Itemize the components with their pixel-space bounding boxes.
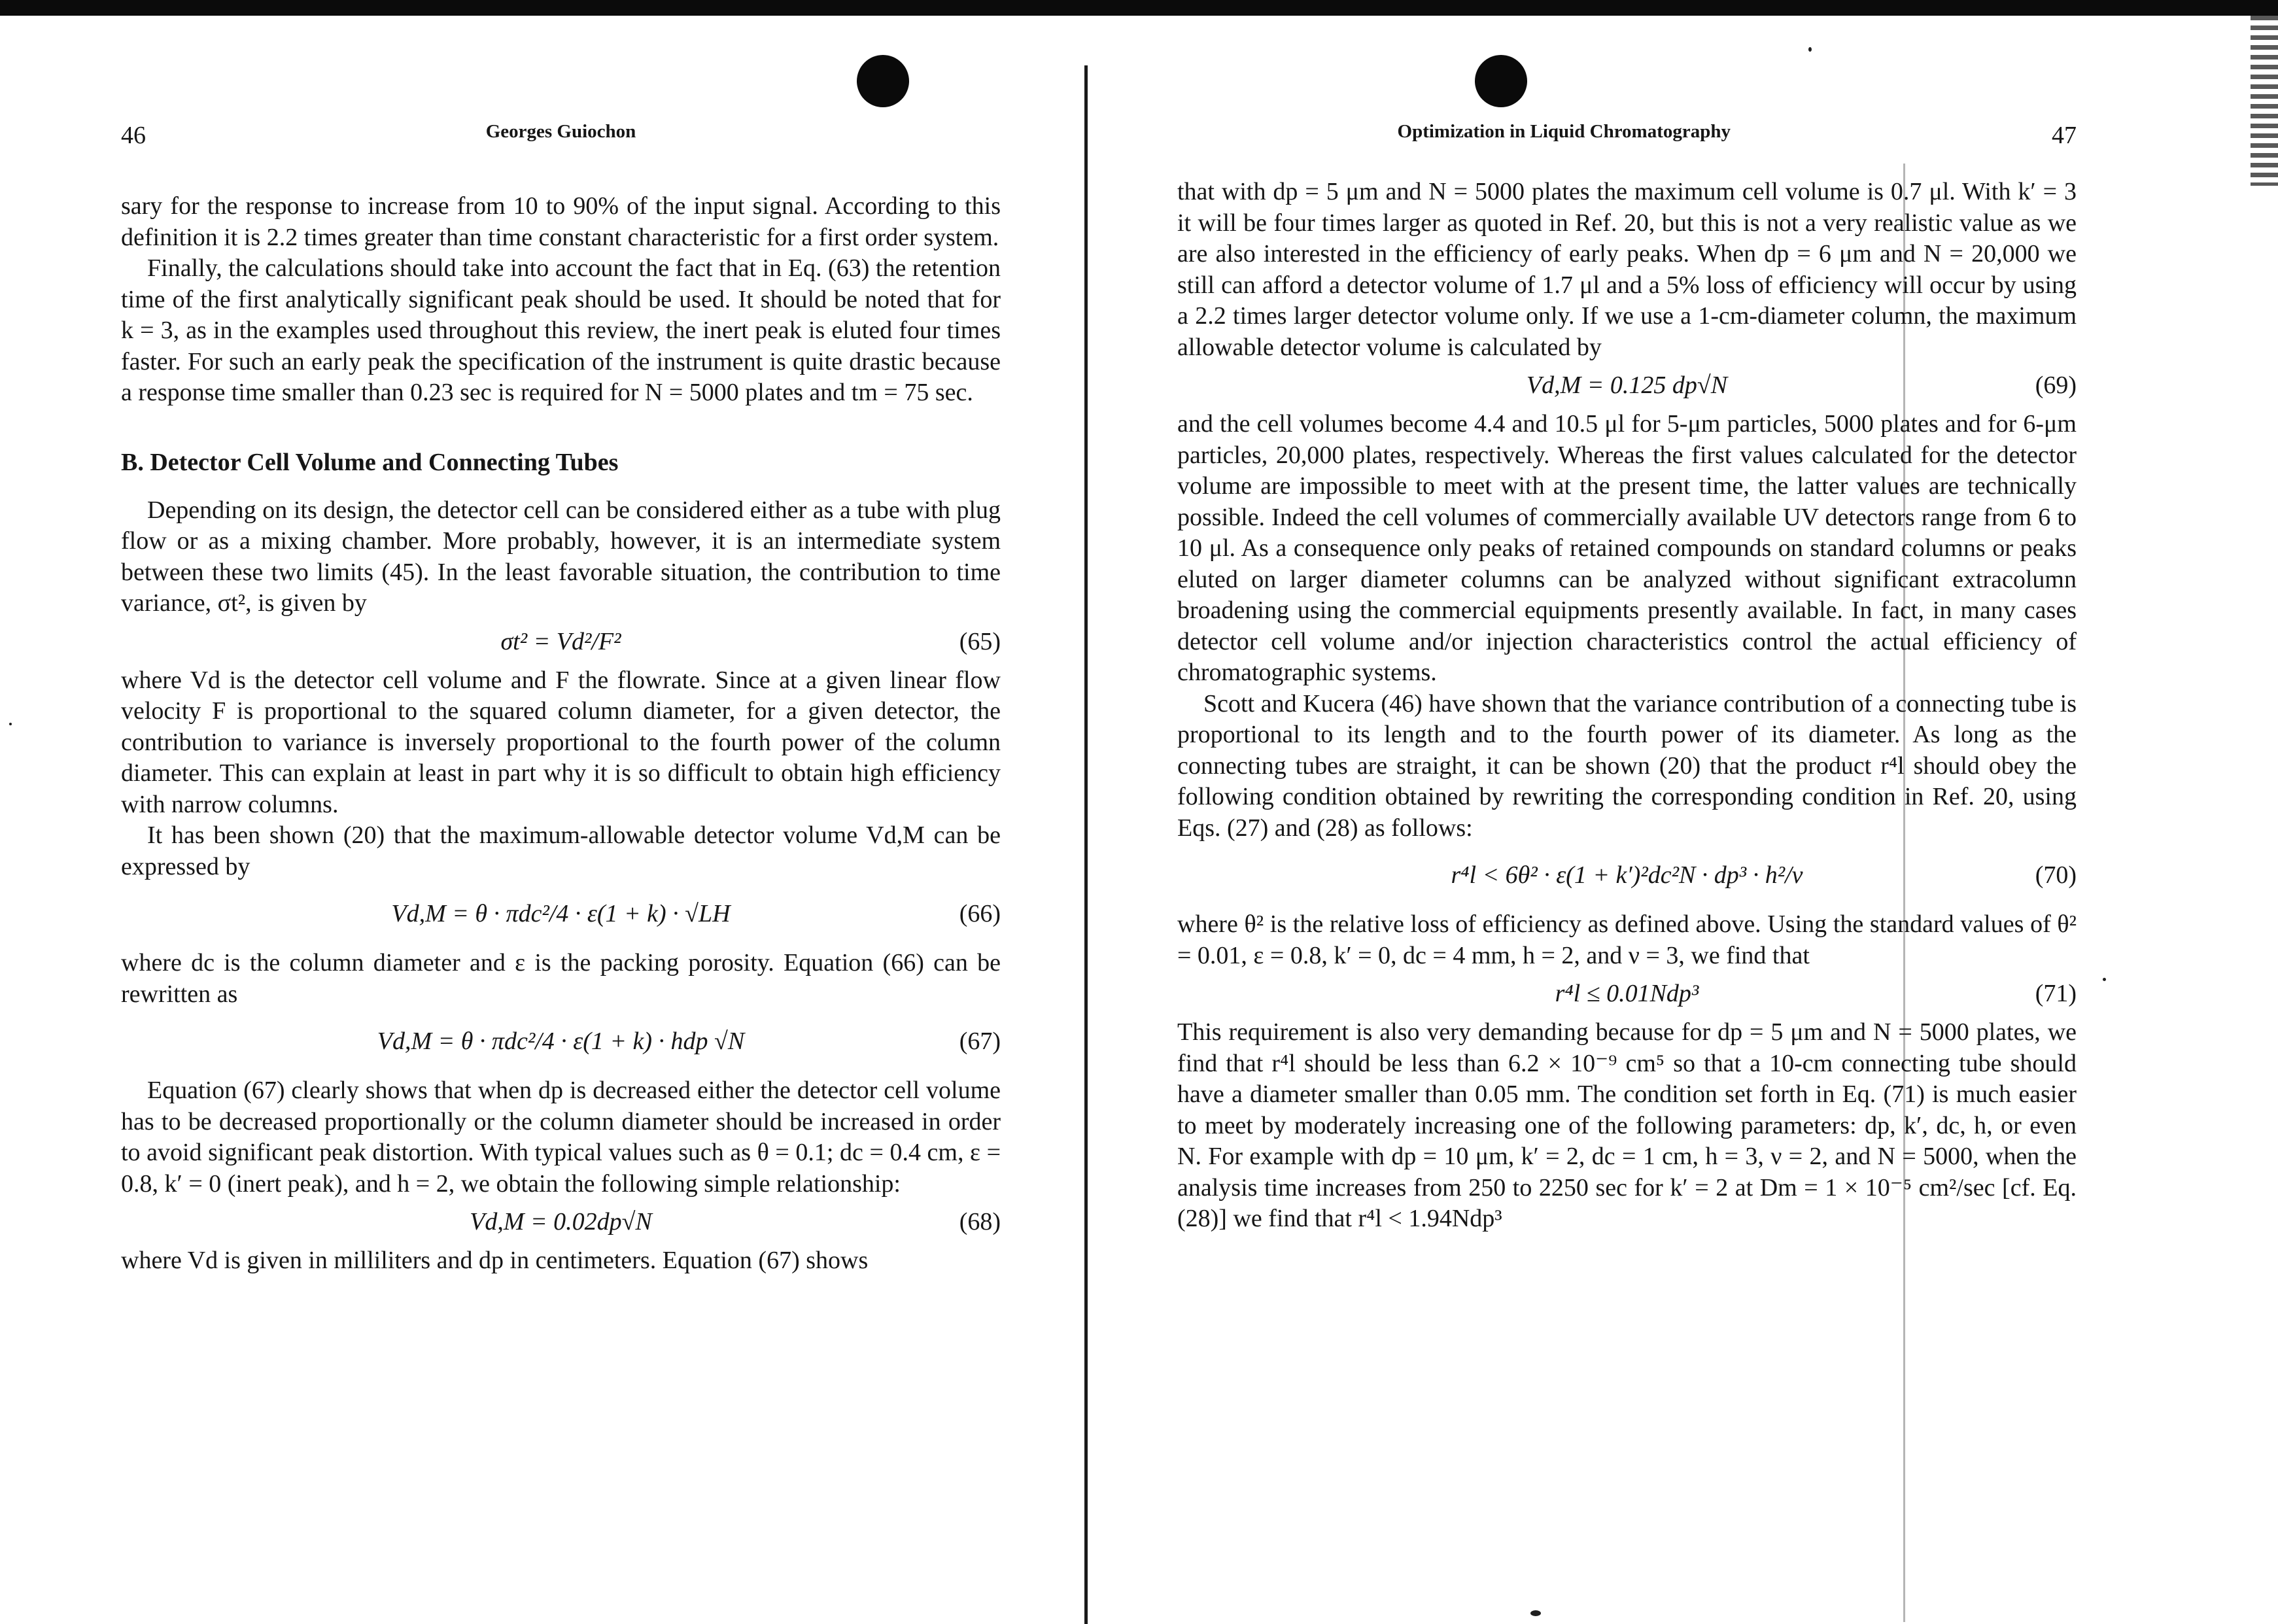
section-heading: B. Detector Cell Volume and Connecting Tubes	[121, 448, 619, 476]
paragraph: where dc is the column diameter and ε is the packing porosity. Equation (66) can be rewritten as	[121, 949, 1001, 1008]
book-gutter	[1084, 65, 1088, 1624]
right-page-header	[1177, 121, 2077, 160]
left-page-header	[121, 121, 1001, 160]
paragraph: It has been shown (20) that the maximum-allowable detector volume Vd,M can be expressed by	[121, 821, 1001, 880]
left-page-body	[121, 191, 1001, 1277]
equation-body: r⁴l < 6θ² · ε(1 + k′)²dc²N · dp³ · h²/ν	[1451, 861, 1803, 889]
equation-number: (71)	[2035, 980, 2077, 1007]
paragraph: where Vd is given in milliliters and dp in centimeters. Equation (67) shows	[121, 1247, 869, 1274]
equation-body: r⁴l ≤ 0.01Ndp³	[1555, 980, 1699, 1007]
scan-speck	[9, 723, 12, 725]
paragraph: Depending on its design, the detector cell can be considered either as a tube with plug flow or as a mixing chamber. More probably, however, it is an intermediate system between these two limits (45). In the least favorable situation, the contribution to time variance, σt², is given by	[121, 496, 1001, 617]
equation-67	[121, 1010, 1001, 1075]
equation-69	[1177, 363, 2077, 409]
equation-body: Vd,M = θ · πdc²/4 · ε(1 + k) · hdp √N	[377, 1028, 745, 1055]
scan-edge-noise	[2251, 16, 2278, 186]
scan-speck	[2103, 978, 2106, 981]
equation-71	[1177, 971, 2077, 1017]
equation-number: (66)	[959, 900, 1001, 927]
paragraph: This requirement is also very demanding because for dp = 5 μm and N = 5000 plates, we find that r⁴l should be less than 6.2 × 10⁻⁹ cm⁵ so that a 10-cm connecting tube should have a diameter smaller than 0.05 mm. The condition set forth in Eq. (71) is much easier to meet by moderately increasing one of the following parameters: dp, k′, dc, h, or even N. For example with dp = 10 μm, k′ = 2, dc = 1 cm, h = 3, ν = 2, and N = 5000, when the analysis time increases from 250 to 2250 sec for k′ = 2 at Dm = 1 × 10⁻⁵ cm²/sec [cf. Eq. (28)] we find that r⁴l < 1.94Ndp³	[1177, 1018, 2077, 1232]
running-head: Georges Guiochon	[485, 121, 636, 142]
equation-body: Vd,M = 0.02dp√N	[470, 1208, 652, 1235]
equation-body: σt² = Vd²/F²	[500, 627, 621, 655]
running-head: Optimization in Liquid Chromatography	[1397, 121, 1731, 142]
equation-70	[1177, 844, 2077, 909]
paragraph: Finally, the calculations should take into account the fact that in Eq. (63) the retention time of the first analytically significant peak should be used. It should be noted that for k = 3, as in the examples used throughout this review, the inert peak is eluted four times faster. For such an early peak the specification of the instrument is quite drastic because a response time smaller than 0.23 sec is required for N = 5000 plates and tm = 75 sec.	[121, 254, 1001, 406]
equation-65	[121, 619, 1001, 665]
left-page	[121, 0, 1001, 1624]
equation-number: (65)	[959, 627, 1001, 655]
page-number: 47	[2052, 122, 2077, 149]
paragraph: that with dp = 5 μm and N = 5000 plates the maximum cell volume is 0.7 μl. With k′ = 3 it will be four times larger as quoted in Ref. 20, but this is not a very realistic value as we are also interested in the efficiency of early peaks. When dp = 6 μm and N = 20,000 we still can afford a detector volume of 1.7 μl and a 5% loss of efficiency will occur by using a 2.2 times larger detector volume only. If we use a 1-cm-diameter column, the maximum allowable detector volume is calculated by	[1177, 178, 2077, 361]
equation-number: (70)	[2035, 861, 2077, 889]
equation-number: (67)	[959, 1028, 1001, 1055]
equation-66	[121, 882, 1001, 948]
equation-number: (68)	[959, 1208, 1001, 1235]
paragraph: where Vd is the detector cell volume and F the flowrate. Since at a given linear flow velocity F is proportional to the squared column diameter, for a given detector, the contribution to variance is inversely proportional to the fourth power of the column diameter. This can explain at least in part why it is so difficult to obtain high efficiency with narrow columns.	[121, 666, 1001, 818]
paragraph: Scott and Kucera (46) have shown that the variance contribution of a connecting tube is proportional to its length and to the fourth power of its diameter. As long as the connecting tubes are straight, it can be shown (20) that the product r⁴l should obey the following condition obtained by rewriting the corresponding condition in Ref. 20, using Eqs. (27) and (28) as follows:	[1177, 689, 2077, 842]
right-page-body	[1177, 177, 2077, 1235]
page-number: 46	[121, 122, 146, 149]
paragraph: and the cell volumes become 4.4 and 10.5 μl for 5-μm particles, 5000 plates and for 6-μm particles, 20,000 plates, respectively. Whereas the first values calculated for the detector volume are impossible to meet with at the present time, the latter values are technically possible. Indeed the cell volumes of commercially available UV detectors range from 6 to 10 μl. As a consequence only peaks of retained compounds on standard columns or peaks eluted on larger diameter columns can be analyzed without significant extracolumn broadening using the commercial equipments presently available. In fact, in many cases detector cell volume and/or injection characteristics control the actual efficiency of chromatographic systems.	[1177, 410, 2077, 686]
equation-number: (69)	[2035, 371, 2077, 399]
right-page	[1177, 0, 2077, 1624]
equation-body: Vd,M = 0.125 dp√N	[1526, 371, 1728, 399]
paragraph: sary for the response to increase from 10 to 90% of the input signal. According to this definition it is 2.2 times greater than time constant characteristic for a first order system.	[121, 192, 1001, 251]
equation-68	[121, 1200, 1001, 1245]
paragraph: Equation (67) clearly shows that when dp is decreased either the detector cell volume has to be decreased proportionally or the column diameter should be increased in order to avoid significant peak distortion. With typical values such as θ = 0.1; dc = 0.4 cm, ε = 0.8, k′ = 0 (inert peak), and h = 2, we obtain the following simple relationship:	[121, 1077, 1001, 1198]
equation-body: Vd,M = θ · πdc²/4 · ε(1 + k) · √LH	[391, 900, 731, 927]
paragraph: where θ² is the relative loss of efficiency as defined above. Using the standard values of θ² = 0.01, ε = 0.8, k′ = 0, dc = 4 mm, h = 2, and ν = 3, we find that	[1177, 910, 2077, 969]
